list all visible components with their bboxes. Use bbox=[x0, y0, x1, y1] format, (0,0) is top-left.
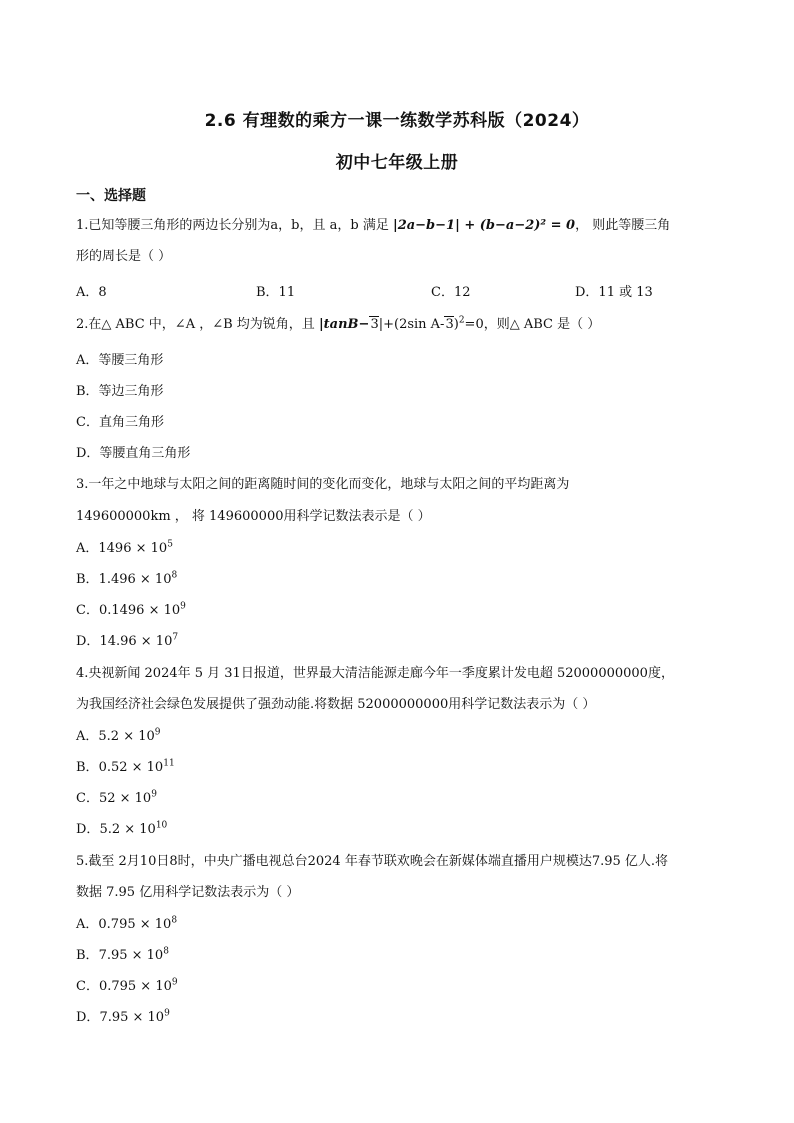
question-4-stem-cont: 为我国经济社会绿色发展提供了强劲动能.将数据 52000000000用科学记数法表示为（ ） bbox=[76, 697, 596, 712]
option-value: 52 × 10 bbox=[98, 791, 152, 806]
option-value: 0.795 × 10 bbox=[98, 917, 172, 932]
option-exponent: 9 bbox=[154, 727, 161, 738]
option-exponent: 10 bbox=[155, 820, 168, 831]
option-label: D． bbox=[76, 634, 100, 649]
question-4-stem: 4.央视新闻 2024年 5 月 31日报道，世界最大清洁能源走廊今年一季度累计发电超 52000000000度， bbox=[76, 666, 674, 681]
question-1-option-a[interactable]: A．8 bbox=[76, 285, 107, 300]
question-2-stem bbox=[76, 316, 600, 334]
option-label: D． bbox=[76, 1010, 100, 1025]
option-exponent: 9 bbox=[180, 601, 186, 612]
option-exponent: 5 bbox=[167, 539, 173, 550]
option-exponent: 8 bbox=[171, 570, 178, 581]
option-value: 7.95 × 10 bbox=[99, 1010, 165, 1025]
question-3-option-c[interactable] bbox=[76, 602, 186, 620]
sqrt-3: 3 bbox=[370, 317, 379, 332]
option-label: C． bbox=[76, 791, 99, 806]
question-2-formula-b: |+(2sin A- bbox=[378, 317, 445, 332]
question-1-stem-cont: 形的周长是（ ） bbox=[76, 249, 172, 264]
question-5-option-c[interactable] bbox=[76, 978, 178, 996]
option-value: 5.2 × 10 bbox=[98, 729, 155, 744]
question-5-option-d[interactable] bbox=[76, 1009, 170, 1027]
page-title: 2.6 有理数的乘方一课一练数学苏科版（2024） bbox=[204, 111, 590, 131]
sqrt-3-second: 3 bbox=[445, 317, 454, 332]
option-value: 0.795 × 10 bbox=[98, 979, 172, 994]
question-3-option-d[interactable] bbox=[76, 633, 178, 651]
question-2-formula-d: =0 bbox=[464, 317, 484, 332]
option-label: B． bbox=[76, 948, 99, 963]
question-1-option-d[interactable]: D．11 或 13 bbox=[575, 285, 653, 300]
question-3-stem-cont: 149600000km ， 将 149600000用科学记数法表示是（ ） bbox=[76, 509, 431, 524]
question-1-stem-text: 1.已知等腰三角形的两边长分别为a，b，且 a，b 满足 bbox=[76, 218, 389, 233]
option-label: D． bbox=[76, 822, 100, 837]
option-value: 7.95 × 10 bbox=[98, 948, 164, 963]
question-1-stem-tail: ， 则此等腰三角 bbox=[575, 218, 671, 233]
question-2-stem-text: 2.在△ ABC 中，∠A ，∠B 均为锐角，且 bbox=[76, 317, 315, 332]
option-value: 0.52 × 10 bbox=[98, 760, 164, 775]
option-exponent: 8 bbox=[163, 946, 169, 957]
option-exponent: 7 bbox=[172, 632, 179, 643]
option-label: A． bbox=[76, 541, 99, 556]
option-value: 1.496 × 10 bbox=[98, 572, 172, 587]
option-value: 5.2 × 10 bbox=[99, 822, 156, 837]
question-2-option-a[interactable]: A．等腰三角形 bbox=[76, 353, 164, 368]
question-1-option-c[interactable]: C．12 bbox=[431, 285, 471, 300]
question-4-option-b[interactable] bbox=[76, 759, 175, 777]
option-label: C． bbox=[76, 979, 99, 994]
question-3-option-a[interactable] bbox=[76, 540, 173, 558]
option-value: 14.96 × 10 bbox=[99, 634, 173, 649]
question-3-stem: 3.一年之中地球与太阳之间的距离随时间的变化而变化，地球与太阳之间的平均距离为 bbox=[76, 477, 570, 492]
option-exponent: 9 bbox=[171, 977, 178, 988]
option-exponent: 9 bbox=[151, 789, 157, 800]
question-5-option-a[interactable] bbox=[76, 916, 177, 934]
option-exponent: 11 bbox=[163, 758, 175, 769]
option-label: A． bbox=[76, 729, 99, 744]
question-2-option-b[interactable]: B．等边三角形 bbox=[76, 384, 164, 399]
question-1-formula: |2a−b−1| + (b−a−2)² = 0 bbox=[392, 218, 576, 233]
question-1-option-b[interactable]: B．11 bbox=[256, 285, 296, 300]
section-heading: 一、选择题 bbox=[76, 188, 146, 204]
page-subtitle: 初中七年级上册 bbox=[335, 153, 459, 173]
question-2-option-c[interactable]: C．直角三角形 bbox=[76, 415, 164, 430]
question-5-stem-cont: 数据 7.95 亿用科学记数法表示为（ ） bbox=[76, 885, 300, 900]
question-5-stem: 5.截至 2月10日8时，中央广播电视总台2024 年春节联欢晚会在新媒体端直播用户规模达7.95 亿人.将 bbox=[76, 854, 669, 869]
question-2-formula-a: |tanB− bbox=[318, 317, 370, 332]
option-value: 0.1496 × 10 bbox=[98, 603, 181, 618]
option-exponent: 9 bbox=[164, 1008, 170, 1019]
question-2-power: 2 bbox=[458, 315, 465, 326]
option-exponent: 8 bbox=[171, 915, 178, 926]
question-2-stem-tail: ，则△ ABC 是（ ） bbox=[483, 317, 601, 332]
option-label: B． bbox=[76, 760, 99, 775]
option-label: A． bbox=[76, 917, 99, 932]
question-5-option-b[interactable] bbox=[76, 947, 169, 965]
option-value: 1496 × 10 bbox=[98, 541, 168, 556]
question-2-option-d[interactable]: D．等腰直角三角形 bbox=[76, 446, 191, 461]
question-1-stem bbox=[76, 217, 670, 235]
option-label: B． bbox=[76, 572, 99, 587]
option-label: C． bbox=[76, 603, 99, 618]
question-4-option-d[interactable] bbox=[76, 821, 167, 839]
question-2-formula-c: ) bbox=[453, 317, 459, 332]
question-4-option-a[interactable] bbox=[76, 728, 161, 746]
question-4-option-c[interactable] bbox=[76, 790, 157, 808]
question-3-option-b[interactable] bbox=[76, 571, 177, 589]
